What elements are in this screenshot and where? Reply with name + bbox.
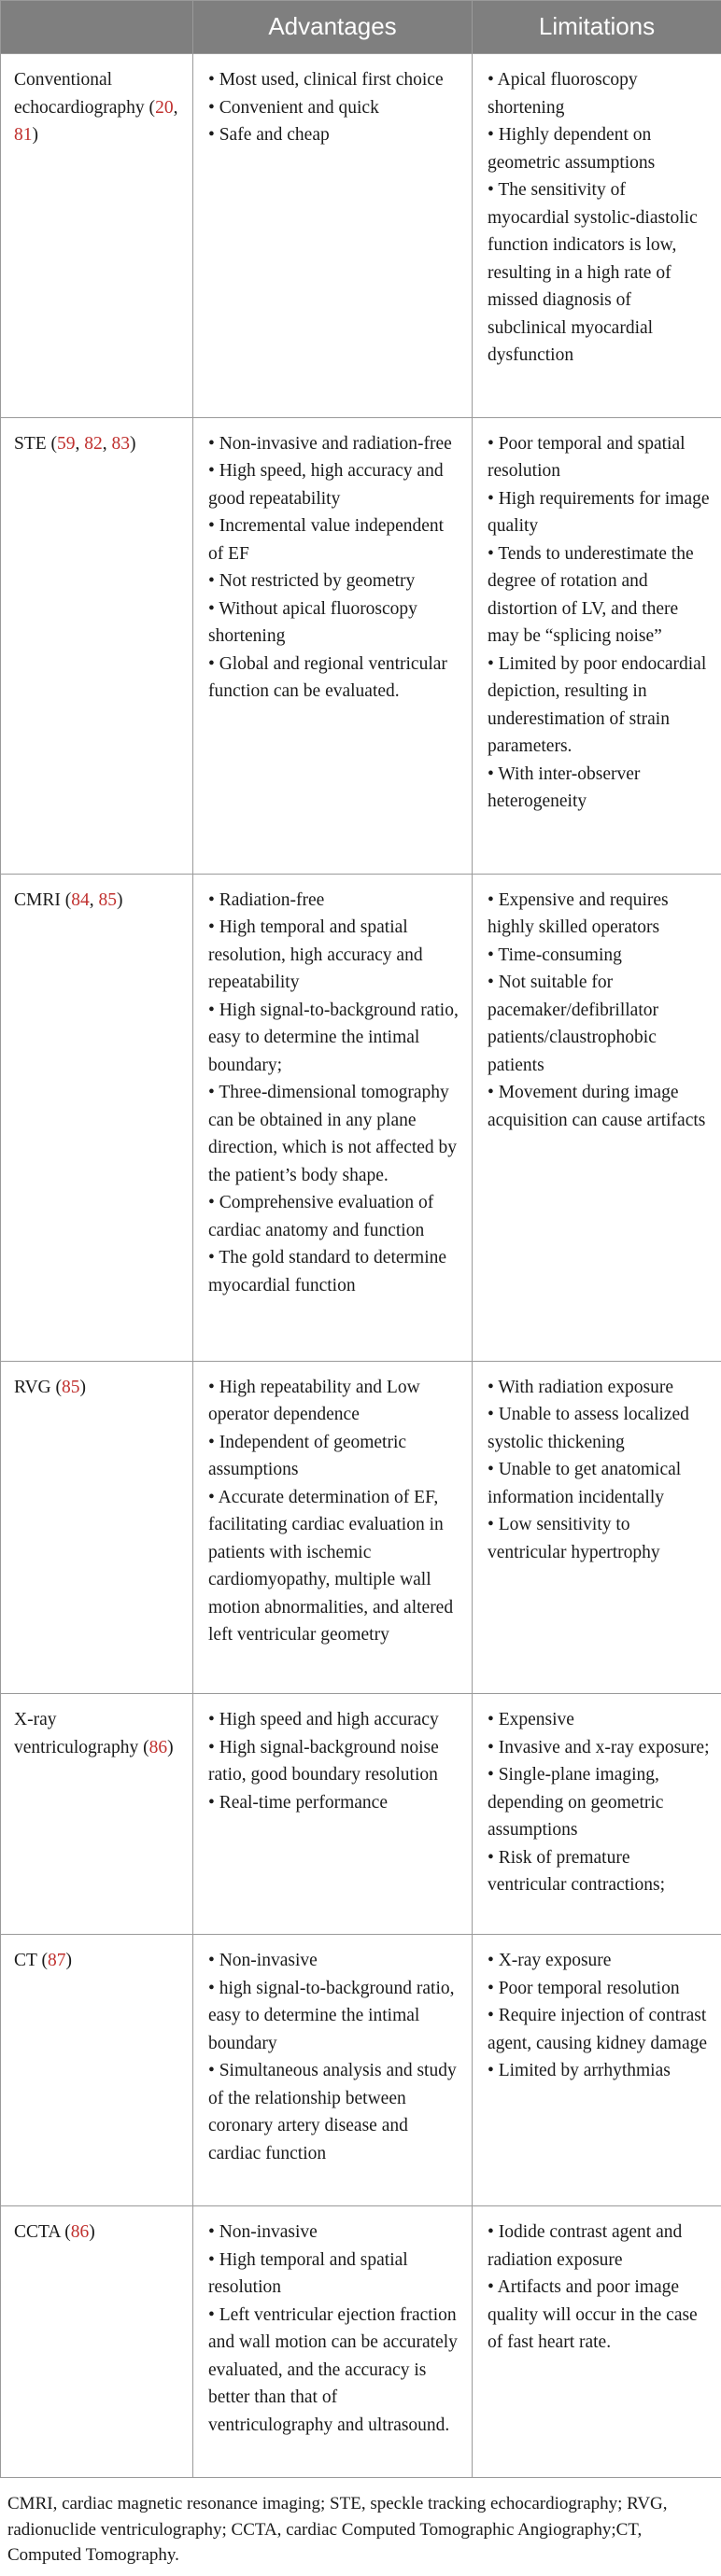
advantages-cell — [193, 417, 473, 874]
limitation-item: • Expensive and requires highly skilled operators — [488, 889, 669, 938]
citation-link[interactable]: 82 — [84, 433, 103, 454]
limitation-item: • Iodide contrast agent and radiation exposure — [488, 2222, 683, 2270]
advantage-item: • Most used, clinical first choice — [208, 70, 444, 90]
citation-link[interactable]: 20 — [155, 97, 174, 118]
advantage-item: • Independent of geometric assumptions — [208, 1432, 407, 1480]
limitation-item: • Highly dependent on geometric assumptions — [488, 125, 656, 173]
method-name: Conventional echocardiography ( — [14, 70, 156, 118]
advantages-cell — [193, 54, 473, 418]
citation-link[interactable]: 85 — [61, 1377, 80, 1397]
limitations-cell — [473, 1694, 721, 1935]
limitation-item: • Unable to assess localized systolic thickening — [488, 1405, 689, 1452]
limitation-item: • With radiation exposure — [488, 1377, 674, 1397]
advantage-item: • Simultaneous analysis and study of the relationship between coronary artery disease and cardiac function — [208, 2061, 457, 2163]
advantage-item: • High repeatability and Low operator dependence — [208, 1377, 420, 1425]
limitation-item: • Single-plane imaging, depending on geometric assumptions — [488, 1765, 664, 1841]
advantage-item: • Accurate determination of EF, facilitating cardiac evaluation in patients with ischemic cardiomyopathy, multiple wall motion abnormalities, and altered left ventricular geometry — [208, 1487, 454, 1645]
table-row — [1, 1694, 721, 1935]
method-cell: Conventional echocardiography (20, 81) — [1, 54, 193, 418]
table-row — [1, 1935, 721, 2206]
advantages-cell — [193, 1361, 473, 1694]
limitations-cell — [473, 874, 721, 1361]
advantage-item: • high signal-to-background ratio, easy to determine the intimal boundary — [208, 1978, 455, 2053]
method-name-suffix: ) — [89, 2222, 95, 2243]
header-advantages: Advantages — [193, 1, 473, 54]
limitation-item: • Require injection of contrast agent, causing kidney damage — [488, 2006, 707, 2053]
limitations-cell — [473, 1935, 721, 2206]
method-name-suffix: ) — [65, 1951, 72, 1971]
advantage-item: • Safe and cheap — [208, 125, 330, 145]
advantage-item: • Not restricted by geometry — [208, 571, 416, 592]
advantage-item: • Convenient and quick — [208, 97, 379, 118]
method-name-suffix: ) — [116, 889, 123, 910]
table-body — [1, 54, 721, 2478]
limitations-cell — [473, 417, 721, 874]
advantage-item: • Three-dimensional tomography can be obtained in any plane direction, which is not affected by the patient’s body shape. — [208, 1083, 458, 1185]
citation-link[interactable]: 86 — [148, 1737, 168, 1757]
limitation-item: • Low sensitivity to ventricular hypertrophy — [488, 1515, 660, 1562]
limitation-item: • Limited by arrhythmias — [488, 2061, 671, 2081]
advantage-item: • High speed, high accuracy and good repeatability — [208, 461, 444, 509]
table-header-row — [1, 1, 721, 54]
limitation-item: • Expensive — [488, 1710, 574, 1730]
method-name-suffix: ) — [79, 1377, 86, 1397]
advantage-item: • Incremental value independent of EF — [208, 516, 445, 564]
citation-link[interactable]: 59 — [57, 433, 76, 454]
limitation-item: • Limited by poor endocardial depiction, resulting in underestimation of strain parameters. — [488, 653, 707, 757]
method-name: X-ray ventriculography ( — [14, 1710, 149, 1757]
advantage-item: • Comprehensive evaluation of cardiac anatomy and function — [208, 1193, 434, 1240]
limitation-item: • Time-consuming — [488, 945, 622, 965]
advantage-item: • High signal-to-background ratio, easy to determine the intimal boundary; — [208, 1000, 459, 1075]
citation-link[interactable]: 84 — [71, 889, 90, 910]
method-name-suffix: ) — [130, 433, 136, 454]
limitations-cell — [473, 2206, 721, 2478]
advantages-cell — [193, 874, 473, 1361]
limitation-item: • Invasive and x-ray exposure; — [488, 1737, 710, 1757]
limitation-item: • Apical fluoroscopy shortening — [488, 70, 638, 118]
method-cell — [1, 1935, 193, 2206]
limitation-item: • High requirements for image quality — [488, 488, 710, 537]
advantage-item: • Without apical fluoroscopy shortening — [208, 598, 417, 647]
method-cell: STE (59, 82, 83) — [1, 417, 193, 874]
advantage-item: • High signal-background noise ratio, good boundary resolution — [208, 1737, 439, 1785]
advantage-item: • Non-invasive — [208, 2222, 318, 2243]
limitation-item: • Artifacts and poor image quality will occur in the case of fast heart rate. — [488, 2277, 698, 2353]
limitation-item: • Not suitable for pacemaker/defibrillator patients/claustrophobic patients — [488, 973, 658, 1075]
method-cell: CMRI (84, 85) — [1, 874, 193, 1361]
citation-link[interactable]: 81 — [14, 125, 33, 145]
advantage-item: • Radiation-free — [208, 889, 325, 910]
method-cell — [1, 2206, 193, 2478]
method-name: CCTA ( — [14, 2222, 71, 2243]
citation-link[interactable]: 86 — [70, 2222, 90, 2243]
method-name: CT ( — [14, 1951, 48, 1971]
advantage-item: • Real-time performance — [208, 1792, 388, 1813]
advantage-item: • High speed and high accuracy — [208, 1710, 439, 1730]
citation-link[interactable]: 83 — [111, 433, 131, 454]
citation-link[interactable]: 85 — [98, 889, 117, 910]
advantage-item: • Left ventricular ejection fraction and wall motion can be accurately evaluated, and the accuracy is better than that of ventriculography and ultrasound. — [208, 2304, 458, 2435]
limitation-item: • Movement during image acquisition can cause artifacts — [488, 1083, 706, 1130]
limitation-item: • Poor temporal resolution — [488, 1978, 680, 1998]
table-row — [1, 874, 721, 1361]
header-method — [1, 1, 193, 54]
advantage-item: • Non-invasive and radiation-free — [208, 433, 452, 454]
advantages-cell — [193, 1935, 473, 2206]
limitation-item: • Tends to underestimate the degree of rotation and distortion of LV, and there may be “splicing noise” — [488, 543, 694, 647]
advantage-item: • High temporal and spatial resolution, high accuracy and repeatability — [208, 917, 423, 993]
limitation-item: • With inter-observer heterogeneity — [488, 763, 641, 812]
method-cell — [1, 1694, 193, 1935]
citation-link[interactable]: 87 — [47, 1951, 66, 1971]
method-name-suffix: ) — [167, 1737, 174, 1757]
table-footnote: CMRI, cardiac magnetic resonance imaging; STE, speckle tracking echocardiography; RVG, radionuclide ventriculography; CCTA, cardiac Computed Tomographic Angiography;CT, Computed Tomography. — [7, 2494, 668, 2565]
limitation-item: • Risk of premature ventricular contractions; — [488, 1847, 666, 1896]
table-row — [1, 417, 721, 874]
limitation-item: • Poor temporal and spatial resolution — [488, 433, 686, 482]
table-row — [1, 1361, 721, 1694]
limitations-cell — [473, 54, 721, 418]
limitations-cell — [473, 1361, 721, 1694]
table-row — [1, 54, 721, 418]
method-name: RVG ( — [14, 1377, 62, 1397]
method-name: STE ( — [14, 433, 58, 454]
advantage-item: • Global and regional ventricular function can be evaluated. — [208, 653, 447, 702]
advantage-item: • The gold standard to determine myocardial function — [208, 1248, 447, 1295]
limitation-item: • Unable to get anatomical information incidentally — [488, 1460, 682, 1507]
advantage-item: • Non-invasive — [208, 1951, 318, 1971]
method-name: CMRI ( — [14, 889, 72, 910]
advantage-item: • High temporal and spatial resolution — [208, 2249, 408, 2298]
method-name-suffix: ) — [32, 125, 38, 145]
table-row — [1, 2206, 721, 2478]
limitation-item: • The sensitivity of myocardial systolic-diastolic function indicators is low, resulting in a high rate of missed diagnosis of subclinical myocardial dysfunction — [488, 180, 698, 365]
method-cell — [1, 1361, 193, 1694]
advantages-cell — [193, 1694, 473, 1935]
advantages-cell — [193, 2206, 473, 2478]
header-limitations: Limitations — [473, 1, 721, 54]
limitation-item: • X-ray exposure — [488, 1951, 612, 1971]
